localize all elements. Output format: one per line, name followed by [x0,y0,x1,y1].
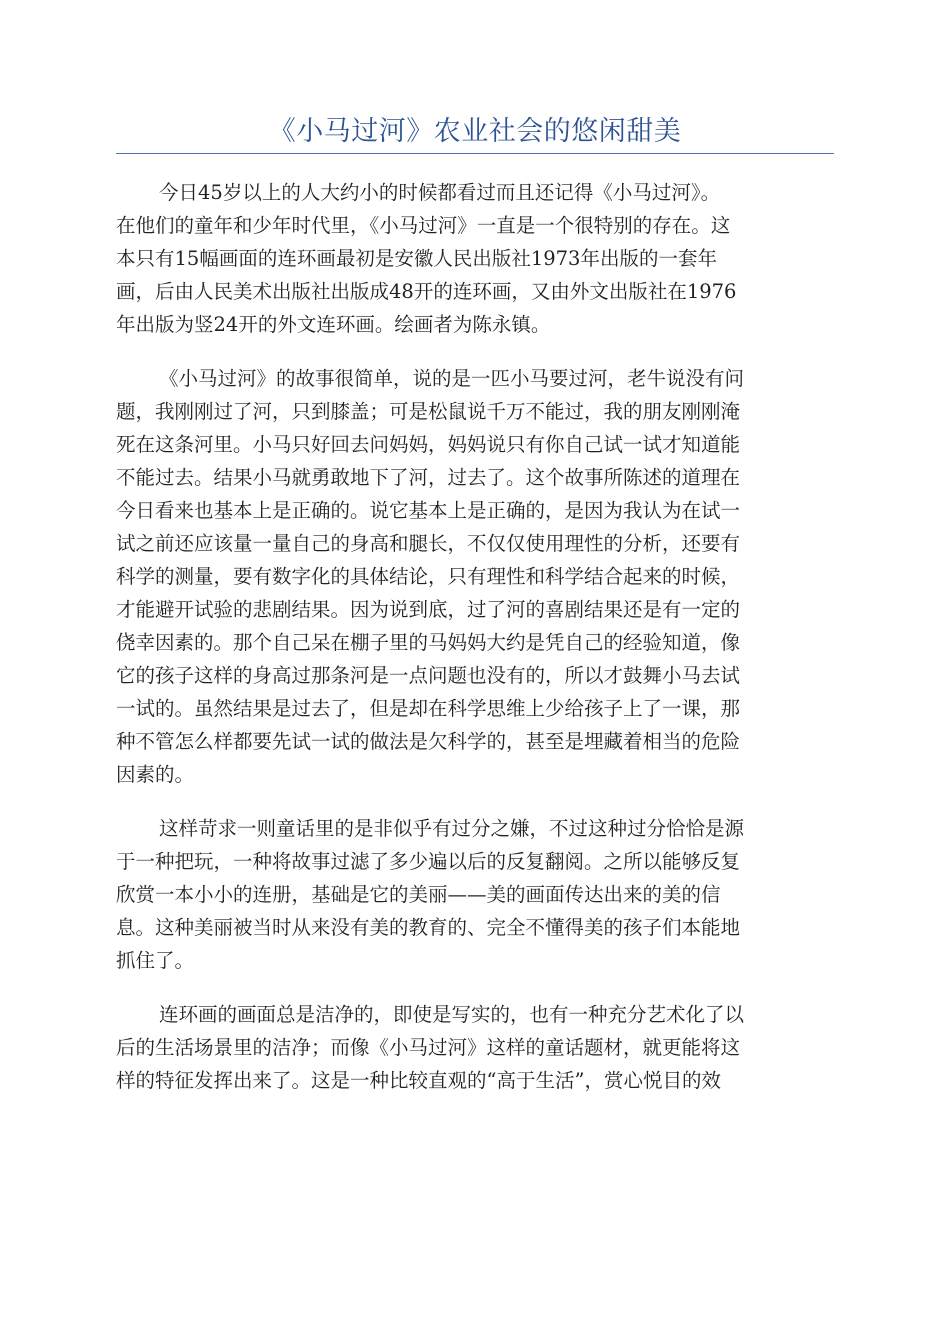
paragraph-line: 一试的。虽然结果是过去了，但是却在科学思维上少给孩子上了一课，那 [116,697,741,720]
paragraph-3 [116,812,834,977]
paragraph-1 [116,176,834,341]
paragraph-line: 抓住了。 [116,949,195,972]
paragraph-line: 于一种把玩，一种将故事过滤了多少遍以后的反复翻阅。之所以能够反复 [116,850,741,873]
paragraph-line: 这样苛求一则童话里的是非似乎有过分之嫌，不过这种过分恰恰是源 [159,817,745,840]
paragraph-line: 科学的测量，要有数字化的具体结论，只有理性和科学结合起来的时候， [116,565,741,588]
paragraph-line: 在他们的童年和少年时代里，《小马过河》一直是一个很特别的存在。这 [116,214,731,237]
paragraph-line: 种不管怎么样都要先试一试的做法是欠科学的，甚至是埋藏着相当的危险 [116,730,741,753]
paragraph-line: 画，后由人民美术出版社出版成48开的连环画，又由外文出版社在1976 [116,280,737,303]
paragraph-line: 侥幸因素的。那个自己呆在棚子里的马妈妈大约是凭自己的经验知道，像 [116,631,741,654]
paragraph-line: 题，我刚刚过了河，只到膝盖；可是松鼠说千万不能过，我的朋友刚刚淹 [116,400,741,423]
title-underline [116,153,834,154]
paragraph-2 [116,362,834,791]
paragraph-line: 试之前还应该量一量自己的身高和腿长，不仅仅使用理性的分析，还要有 [116,532,741,555]
document-title: 《小马过河》农业社会的悠闲甜美 [268,116,682,147]
paragraph-4 [116,998,834,1097]
paragraph-line: 不能过去。结果小马就勇敢地下了河，过去了。这个故事所陈述的道理在 [116,466,741,489]
paragraph-line: 才能避开试验的悲剧结果。因为说到底，过了河的喜剧结果还是有一定的 [116,598,741,621]
paragraph-line: 今日45岁以上的人大约小的时候都看过而且还记得《小马过河》。 [159,181,721,204]
paragraph-line: 本只有15幅画面的连环画最初是安徽人民出版社1973年出版的一套年 [116,247,717,270]
paragraph-line: 因素的。 [116,763,195,786]
document-body [116,176,834,1118]
paragraph-line: 《小马过河》的故事很简单，说的是一匹小马要过河，老牛说没有问 [159,367,745,390]
paragraph-line: 连环画的画面总是洁净的，即使是写实的，也有一种充分艺术化了以 [159,1003,745,1026]
paragraph-line: 今日看来也基本上是正确的。说它基本上是正确的，是因为我认为在试一 [116,499,741,522]
paragraph-line: 年出版为竖24开的外文连环画。绘画者为陈永镇。 [116,313,551,336]
paragraph-line: 后的生活场景里的洁净；而像《小马过河》这样的童话题材，就更能将这 [116,1036,741,1059]
paragraph-line: 欣赏一本小小的连册，基础是它的美丽——美的画面传达出来的美的信 [116,883,721,906]
paragraph-line: 它的孩子这样的身高过那条河是一点问题也没有的，所以才鼓舞小马去试 [116,664,741,687]
paragraph-line: 样的特征发挥出来了。这是一种比较直观的“高于生活”，赏心悦目的效 [116,1069,721,1092]
paragraph-line: 息。这种美丽被当时从来没有美的教育的、完全不懂得美的孩子们本能地 [116,916,741,939]
paragraph-line: 死在这条河里。小马只好回去问妈妈，妈妈说只有你自己试一试才知道能 [116,433,741,456]
